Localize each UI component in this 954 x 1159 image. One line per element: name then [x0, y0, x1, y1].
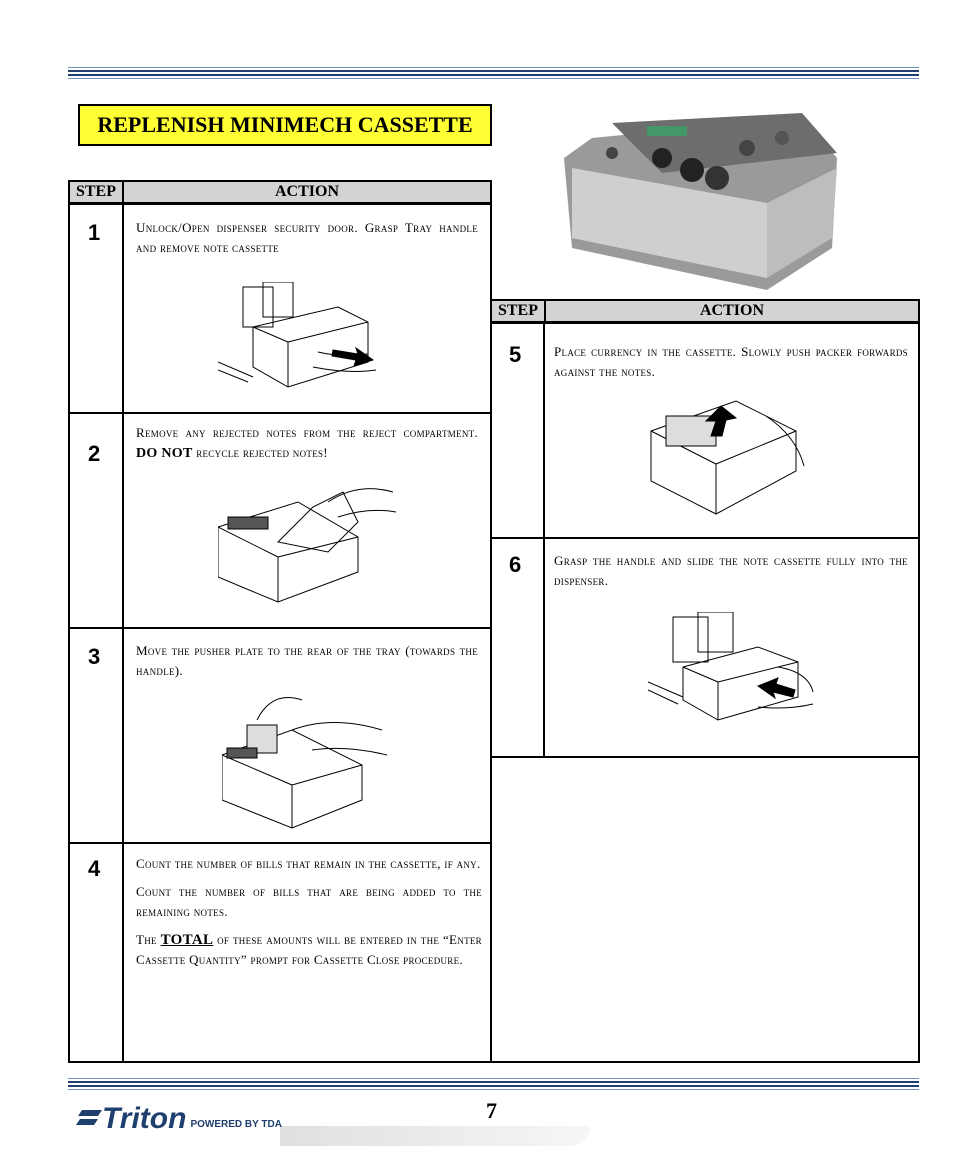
action-column-header: ACTION — [699, 302, 764, 319]
step-column-header: STEP — [70, 182, 124, 202]
triton-mark-icon — [76, 1108, 102, 1130]
step-number: 1 — [88, 220, 101, 245]
step-1-text: Unlock/Open dispenser security door. Grasp Tray handle and remove note cassette — [136, 220, 478, 255]
step-6-illustration — [648, 612, 816, 722]
step-number: 2 — [88, 441, 101, 466]
empty-row — [490, 756, 920, 1063]
page-title: REPLENISH MINIMECH CASSETTE — [78, 104, 492, 146]
step-3-illustration — [222, 690, 390, 830]
step-1-illustration — [218, 282, 378, 394]
step-number: 6 — [509, 552, 522, 577]
step-4-text: Count the number of bills that remain in the cassette, if any. Count the number of bills that are being added to the remaining notes. The TOTAL of these amounts will be entered in the “Enter Cassette Quantity” prompt for Cassette Close procedure. — [136, 856, 482, 967]
dispenser-photo — [552, 98, 842, 290]
bottom-rule — [68, 1078, 919, 1092]
step-number: 5 — [509, 342, 522, 367]
step-2-text: Remove any rejected notes from the reject compartment. DO NOT recycle rejected notes! — [136, 425, 478, 461]
right-column-divider — [543, 322, 545, 756]
action-column-header: ACTION — [274, 183, 339, 200]
page-number: 7 — [486, 1098, 497, 1123]
step-number: 4 — [88, 856, 101, 881]
left-column-divider — [122, 203, 124, 1063]
step-number: 3 — [88, 644, 101, 669]
step-6-text: Grasp the handle and slide the note cassette fully into the dispenser. — [554, 553, 908, 588]
step-2-illustration — [218, 482, 398, 608]
logo-swoosh — [280, 1126, 590, 1146]
step-column-header: STEP — [492, 301, 546, 321]
step-5-text: Place currency in the cassette. Slowly push packer forwards against the notes. — [554, 344, 908, 379]
right-table-header — [490, 299, 920, 323]
triton-logo: Triton POWERED BY TDA — [76, 1102, 282, 1136]
step-3-text: Move the pusher plate to the rear of the tray (towards the handle). — [136, 643, 478, 678]
left-table-header — [68, 180, 492, 204]
top-rule — [68, 67, 919, 81]
step-5-illustration — [646, 396, 811, 520]
